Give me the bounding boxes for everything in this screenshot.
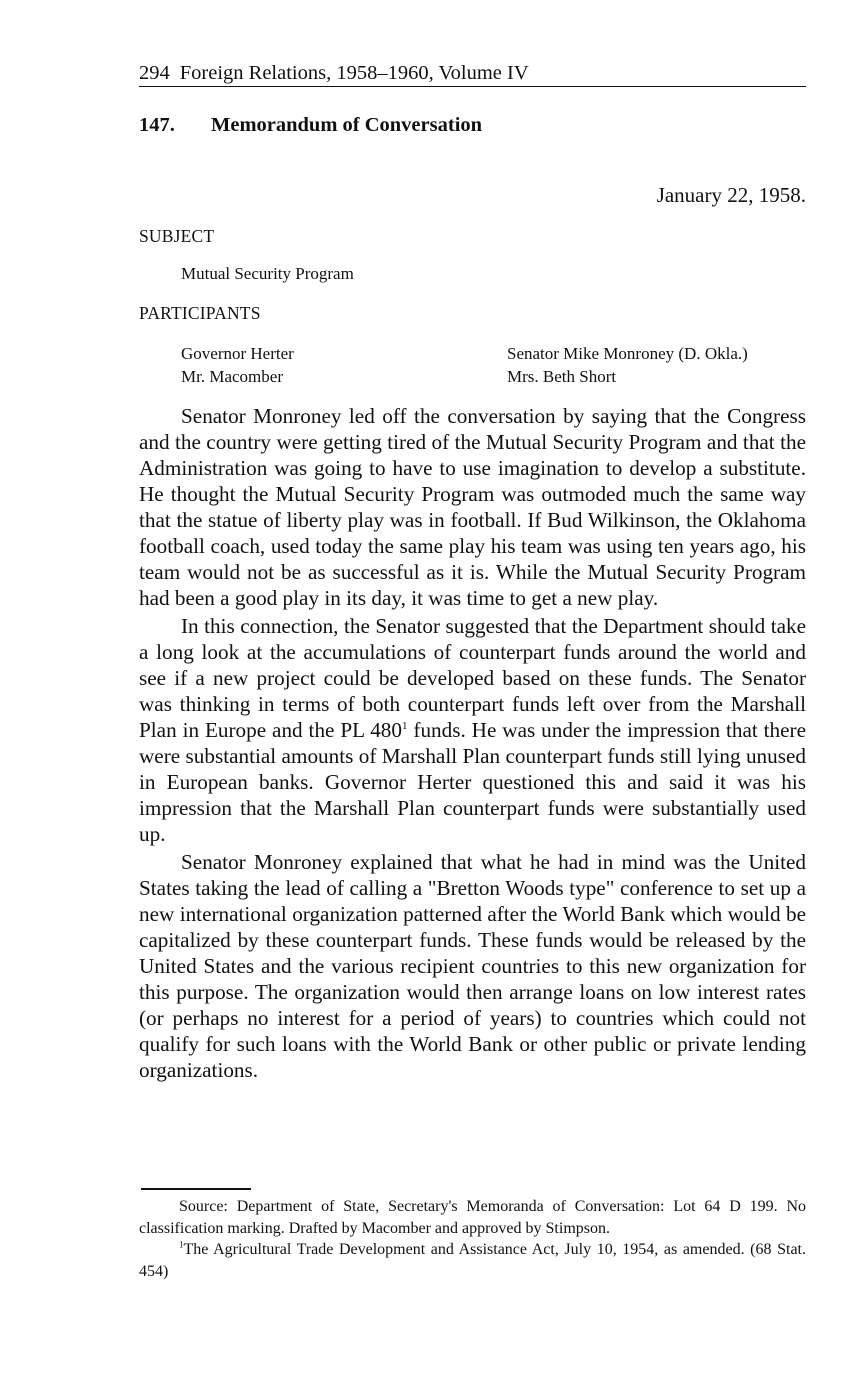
page-number: 294 xyxy=(139,62,170,84)
subject-value: Mutual Security Program xyxy=(181,264,354,283)
participant-left-1: Governor Herter xyxy=(181,344,294,363)
body-paragraph-3: Senator Monroney explained that what he had in mind was the United States taking the lead of calling a "Bretton Woods type" conference to set up a new international organization patterned after the World Bank which would be capitalized by these counterpart funds. These funds would be released by the United States and the various recipient countries to this new organization for this purpose. The organization would then arrange loans on low interest rates (or perhaps no interest for a period of years) to countries which could not qualify for such loans with the World Bank or other public or private lending organizations. xyxy=(139,850,806,1082)
body-paragraph-2-part-a: In this connection, the Senator suggested that the Department should take a long look at the accumulations of counterpart funds around the world and see if a new project could be developed based on these funds. The Senator was thinking in terms of both counterpart funds left over from the Marshall Plan in Europe and the PL 480 xyxy=(139,614,806,742)
series-title: Foreign Relations, 1958–1960, Volume IV xyxy=(179,62,529,84)
body-paragraph-2 xyxy=(139,613,806,847)
footnote-rule xyxy=(141,1188,251,1190)
memo-body xyxy=(139,403,806,1085)
participant-right-2: Mrs. Beth Short xyxy=(507,367,617,386)
participant-right-1: Senator Mike Monroney (D. Okla.) xyxy=(507,344,748,363)
body-paragraph-1: Senator Monroney led off the conversation by saying that the Congress and the country were getting tired of the Mutual Security Program and that the Administration was going to have to use imagination to develop a substitute. He thought the Mutual Security Program was outmoded much the same way that the statue of liberty play was in football. If Bud Wilkinson, the Oklahoma football coach, used today the same play his team was using ten years ago, his team would not be as successful as it is. While the Mutual Security Program had been a good play in its day, it was time to get a new play. xyxy=(139,404,806,610)
document-date: January 22, 1958. xyxy=(656,183,806,207)
footnote-reference-1: 1 xyxy=(401,719,408,732)
subject-label: SUBJECT xyxy=(139,226,215,246)
footnote-1-marker: 1 xyxy=(179,1239,184,1250)
document-title: Memorandum of Conversation xyxy=(211,114,483,136)
participants-label: PARTICIPANTS xyxy=(139,303,261,323)
body-paragraph-2-part-b: funds. He was under the impression that there were substantial amounts of Marshall Plan counterpart funds still lying unused in European banks. Governor Herter questioned this and said it was his impression that the Marshall Plan counterpart funds were substantially used up. xyxy=(139,718,807,846)
running-head xyxy=(139,60,806,87)
document-heading xyxy=(139,114,482,137)
participant-left-2: Mr. Macomber xyxy=(181,367,283,386)
footnotes xyxy=(139,1196,806,1282)
footnote-1 xyxy=(139,1239,806,1282)
source-note: Source: Department of State, Secretary's Memoranda of Conversation: Lot 64 D 199. No classification marking. Drafted by Macomber and approved by Stimpson. xyxy=(139,1198,806,1237)
footnote-1-text: The Agricultural Trade Development and Assistance Act, July 10, 1954, as amended. (68 Stat. 454) xyxy=(139,1241,806,1280)
document-number: 147. xyxy=(139,114,175,136)
